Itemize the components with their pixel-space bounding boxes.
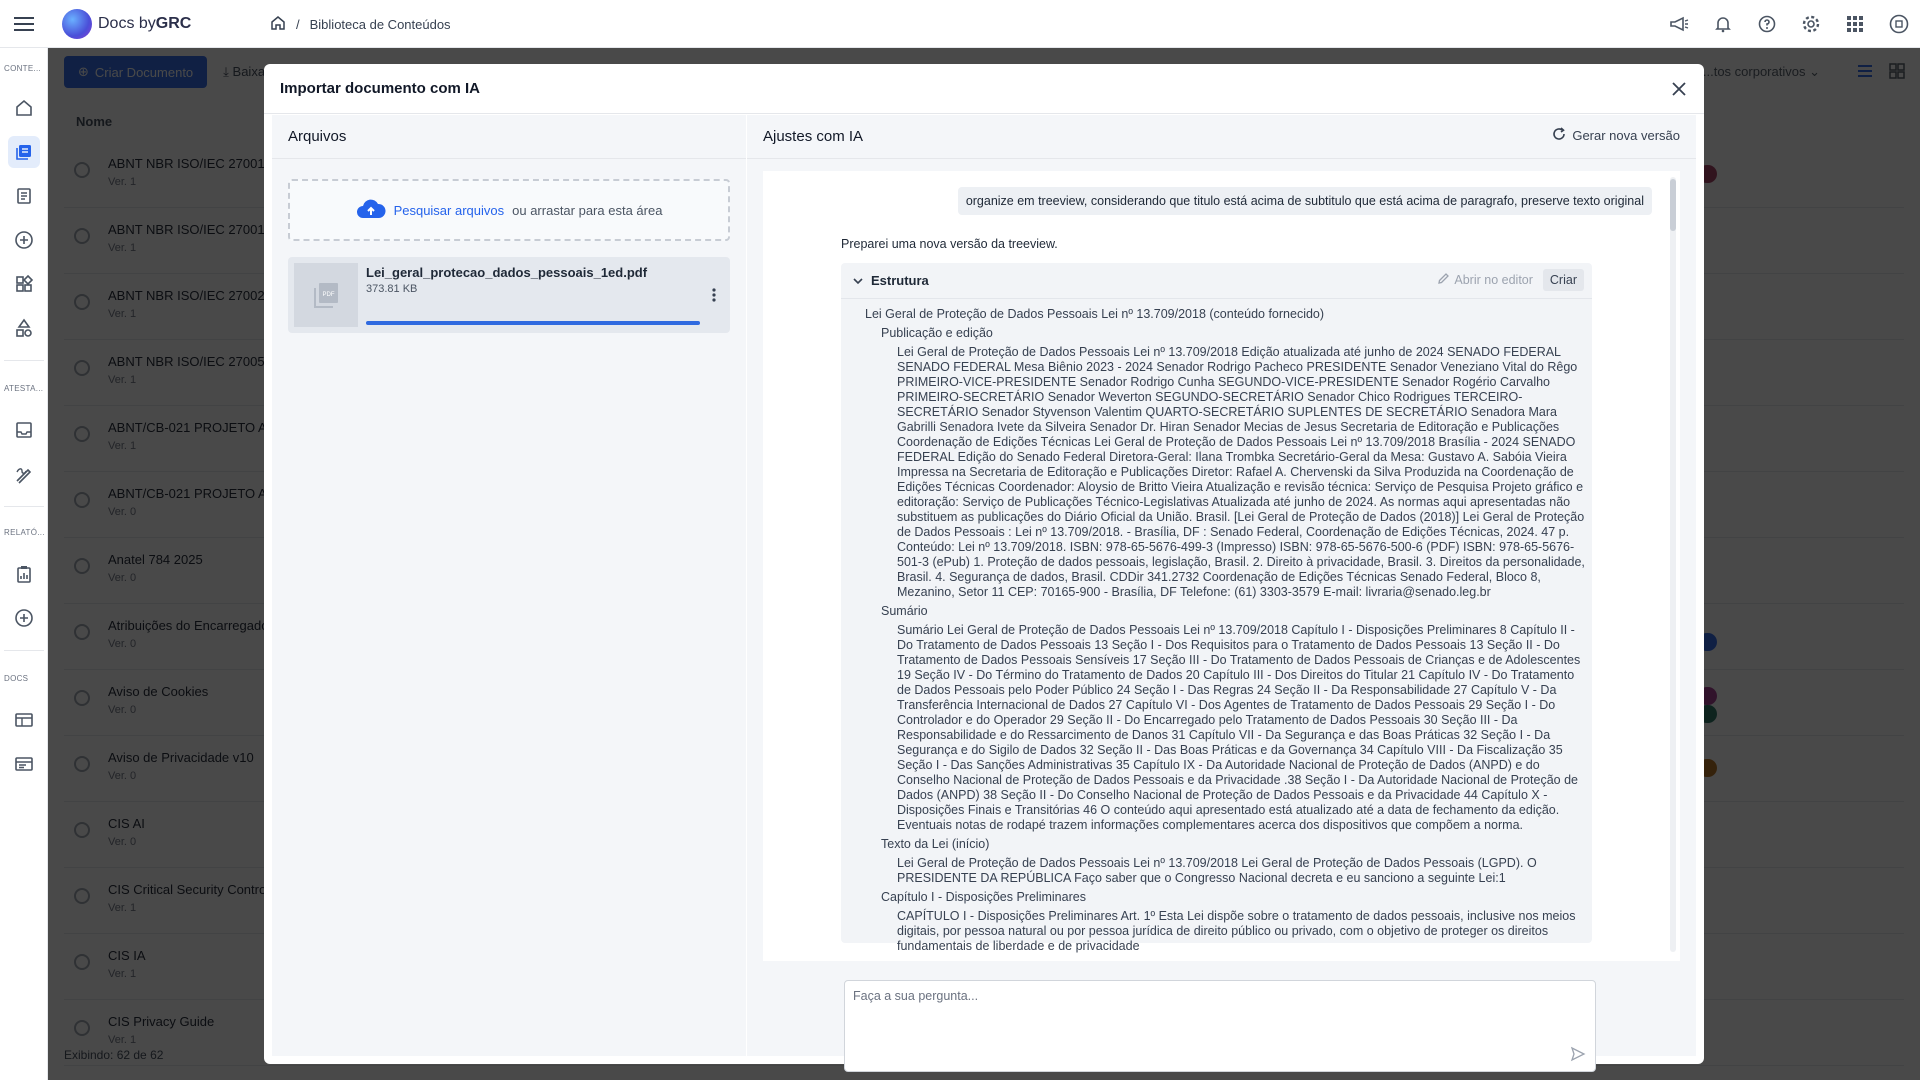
regenerate-version-button[interactable]: Gerar nova versão xyxy=(1552,127,1680,144)
add-circle-icon[interactable] xyxy=(12,606,36,630)
cloud-upload-icon xyxy=(356,198,386,223)
scrollbar-track[interactable] xyxy=(1670,177,1676,952)
pdf-label: PDF xyxy=(322,292,335,298)
files-panel-title: Arquivos xyxy=(272,115,746,159)
dropzone-hint: ou arrastar para esta área xyxy=(512,202,663,218)
sidebar-section-label: CONTE... xyxy=(4,64,42,73)
home-icon[interactable] xyxy=(270,15,286,34)
scrollbar-thumb[interactable] xyxy=(1670,179,1676,231)
modal-header xyxy=(264,64,1704,114)
breadcrumb-current[interactable]: Biblioteca de Conteúdos xyxy=(309,16,451,32)
more-options-icon[interactable] xyxy=(708,285,720,305)
sidebar-section-label: ATESTA... xyxy=(4,384,44,393)
files-panel xyxy=(272,115,746,1056)
home-icon[interactable] xyxy=(12,96,36,120)
pdf-file-icon xyxy=(294,263,358,327)
logo-mark-icon xyxy=(62,9,92,39)
chevron-down-icon[interactable] xyxy=(853,273,863,288)
tree-node-paragraph: CAPÍTULO I - Disposições Preliminares Art. 1º Esta Lei dispõe sobre o tratamento de dados pessoais, inclusive nos meios digitais, por pessoa natural ou por pessoa jurídica de direito público ou privado, com o objetivo de proteger os direitos fundamentais de liberdade e de privacidade xyxy=(897,909,1576,953)
treeview xyxy=(865,307,1585,958)
ai-reply: Preparei uma nova versão da treeview. xyxy=(841,237,1058,251)
help-icon[interactable] xyxy=(1756,13,1778,35)
hamburger-menu-icon[interactable] xyxy=(0,0,48,48)
question-box xyxy=(844,980,1596,1072)
app-logo[interactable] xyxy=(62,9,191,39)
file-dropzone[interactable] xyxy=(288,179,730,241)
user-avatar-icon[interactable] xyxy=(1888,13,1910,35)
tree-node-title[interactable]: Lei Geral de Proteção de Dados Pessoais Lei nº 13.709/2018 (conteúdo fornecido) xyxy=(865,307,1325,321)
tree-node-subtitle[interactable]: Texto da Lei (início) xyxy=(881,837,990,851)
file-size: 373.81 KB xyxy=(366,283,418,295)
top-bar xyxy=(0,0,1920,48)
breadcrumb xyxy=(270,0,451,48)
user-message: organize em treeview, considerando que titulo está acima de subtitulo que está acima de paragrafo, preserve texto original xyxy=(958,187,1652,215)
widgets-icon[interactable] xyxy=(12,272,36,296)
create-button[interactable]: Criar xyxy=(1543,269,1584,291)
tree-node-paragraph: Lei Geral de Proteção de Dados Pessoais Lei nº 13.709/2018 Lei Geral de Proteção de Dados Pessoais (LGPD). O PRESIDENTE DA REPÚBLICA Faço saber que o Congresso Nacional decreta e eu sanciono a seguinte Lei:1 xyxy=(897,856,1537,885)
import-document-modal xyxy=(264,64,1704,1064)
open-in-editor-button[interactable]: Abrir no editor xyxy=(1437,272,1533,288)
close-icon[interactable] xyxy=(1668,78,1690,100)
tree-node-paragraph: Lei Geral de Proteção de Dados Pessoais Lei nº 13.709/2018 Edição atualizada até junho de 2024 SENADO FEDERAL SENADO FEDERAL Mesa Biênio 2023 - 2024 Senador Rodrigo Pacheco PRESIDENTE Senador Veneziano Vital do Rêgo PRIMEIRO-VICE-PRESIDENTE Senador Rodrigo Cunha SEGUNDO-VICE-PRESIDENTE Senador Rogério Carvalho PRIMEIRO-SECRETÁRIO Senador Weverton SEGUNDO-SECRETÁRIO Senador Chico Rodrigues TERCEIRO-SECRETÁRIO Senador Styvenson Valentim QUARTO-SECRETÁRIO SUPLENTES DE SECRETÁRIO Senadora Mara Gabrilli Senadora Ivete da Silveira Senador Dr. Hiran Senador Mecias de Jesus Secretaria de Editoração e Publicações Coordenação de Edições Técnicas Lei Geral de Proteção de Dados Pessoais Lei nº 13.709/2018 Brasília - 2024 SENADO FEDERAL Edição do Senado Federal Diretora-Geral: Ilana Trombka Secretário-Geral da Mesa: Gustavo A. Sabóia Vieira Impressa na Secretaria de Editoração e Publicações Diretor: Rafael A. Chervenski da Silva Produzida na Coordenação de Edições Técnicas Coordenador: Aloysio de Britto Vieira Atualização e revisão técnica: Serviço de Pesquisa Projeto gráfico e editoração: Serviço de Publicações Técnico-Legislativas Atualizada até junho de 2024. As normas aqui apresentadas não substituem as publicações do Diário Oficial da União. Brasil. [Lei Geral de Proteção de Dados (2018)] Lei Geral de Proteção de Dados Pessoais : Lei nº 13.709/2018. - Brasília, DF : Senado Federal, Coordenação de Edições Técnicas, 2024. 47 p. Conteúdo: Lei nº 13.709/2018. ISBN: 978-65-5676-499-3 (Impresso) ISBN: 978-65-5676-500-6 (PDF) ISBN: 978-65-5676-501-3 (ePub) 1. Proteção de dados pessoais, legislação, Brasil. 2. Direito à privacidade, Brasil. 3. Direitos da personalidade, Brasil. 4. Segurança de dados, Brasil. CDDir 341.2732 Coordenação de Edições Técnicas Senado Federal, Bloco 8, Mezanino, Setor 11 CEP: 70165-900 - Brasília, DF Telefone: (61) 3303-3579 E-mail: livraria@senado.leg.br xyxy=(897,345,1585,599)
sidebar-divider xyxy=(4,650,44,651)
refresh-icon xyxy=(1552,127,1566,144)
tree-node-subtitle[interactable]: Publicação e edição xyxy=(881,326,993,340)
sidebar-section-label: RELATÓ... xyxy=(4,528,45,537)
library-icon[interactable] xyxy=(8,136,40,168)
logo-text: Docs byGRC xyxy=(98,14,192,32)
tree-node-subtitle[interactable]: Sumário xyxy=(881,604,928,618)
bell-icon[interactable] xyxy=(1712,13,1734,35)
uploaded-file-card[interactable] xyxy=(288,257,730,333)
sidebar xyxy=(0,48,48,1080)
question-input[interactable] xyxy=(845,981,1595,1071)
apps-grid-icon[interactable] xyxy=(1844,13,1866,35)
sidebar-divider xyxy=(4,360,44,361)
shapes-icon[interactable] xyxy=(12,316,36,340)
structure-title: Estrutura xyxy=(871,273,929,288)
report-icon[interactable] xyxy=(12,562,36,586)
tree-node-paragraph: Sumário Lei Geral de Proteção de Dados Pessoais Lei nº 13.709/2018 Capítulo I - Disposições Preliminares 8 Capítulo II - Do Tratamento de Dados Pessoais 13 Seção I - Dos Requisitos para o Tratamento de Dados Pessoais 13 Seção II - Do Tratamento de Dados Pessoais Sensíveis 17 Seção III - Do Tratamento de Dados Pessoais de Crianças e de Adolescentes 19 Seção IV - Do Término do Tratamento de Dados 20 Capítulo III - Dos Direitos do Titular 21 Capítulo IV - Do Tratamento de Dados Pessoais pelo Poder Público 24 Seção I - Das Regras 24 Seção II - Da Responsabilidade 27 Capítulo V - Da Transferência Internacional de Dados 27 Capítulo VI - Dos Agentes de Tratamento de Dados Pessoais 29 Seção I - Do Controlador e do Operador 29 Seção II - Do Encarregado pelo Tratamento de Dados Pessoais 30 Seção III - Da Responsabilidade e do Ressarcimento de Danos 31 Capítulo VII - Da Segurança e das Boas Práticas 32 Seção I - Da Segurança e do Sigilo de Dados 32 Seção II - Das Boas Práticas e da Governança 34 Capítulo VIII - Da Fiscalização 35 Seção I - Das Sanções Administrativas 35 Capítulo IX - Da Autoridade Nacional de Proteção de Dados (ANPD) e do Conselho Nacional de Proteção de Dados Pessoais e da Privacidade .38 Seção I - Da Autoridade Nacional de Proteção de Dados (ANPD) 38 Seção II - Do Conselho Nacional de Proteção de Dados Pessoais e da Privacidade 44 Capítulo X - Disposições Finais e Transitórias 46 O conteúdo aqui apresentado está atualizado até a data de fechamento da edição. Eventuais notas de rodapé trazem informações complementares acerca dos dispositivos que compõem a norma. xyxy=(897,623,1581,832)
breadcrumb-separator: / xyxy=(296,16,300,32)
chat-area xyxy=(763,171,1680,961)
sidebar-section-label: DOCS xyxy=(4,674,29,683)
modal-title: Importar documento com IA xyxy=(280,80,481,97)
gear-icon[interactable] xyxy=(1800,13,1822,35)
megaphone-icon[interactable] xyxy=(1668,13,1690,35)
layout-icon[interactable] xyxy=(12,752,36,776)
file-name: Lei_geral_protecao_dados_pessoais_1ed.pdf xyxy=(366,265,648,280)
tree-node-subtitle[interactable]: Capítulo I - Disposições Preliminares xyxy=(881,890,1086,904)
signature-icon[interactable] xyxy=(12,462,36,486)
ai-adjustments-panel xyxy=(747,115,1696,1056)
upload-progress-bar xyxy=(366,321,700,325)
structure-card xyxy=(841,263,1592,953)
browse-files-link[interactable]: Pesquisar arquivos xyxy=(393,202,505,218)
document-list-icon[interactable] xyxy=(12,184,36,208)
pencil-icon xyxy=(1437,272,1450,288)
add-circle-icon[interactable] xyxy=(12,228,36,252)
inbox-icon[interactable] xyxy=(12,418,36,442)
ai-panel-title: Ajustes com IA xyxy=(747,115,1696,159)
browser-window-icon[interactable] xyxy=(12,708,36,732)
send-icon[interactable] xyxy=(1569,1045,1587,1063)
sidebar-divider xyxy=(4,506,44,507)
